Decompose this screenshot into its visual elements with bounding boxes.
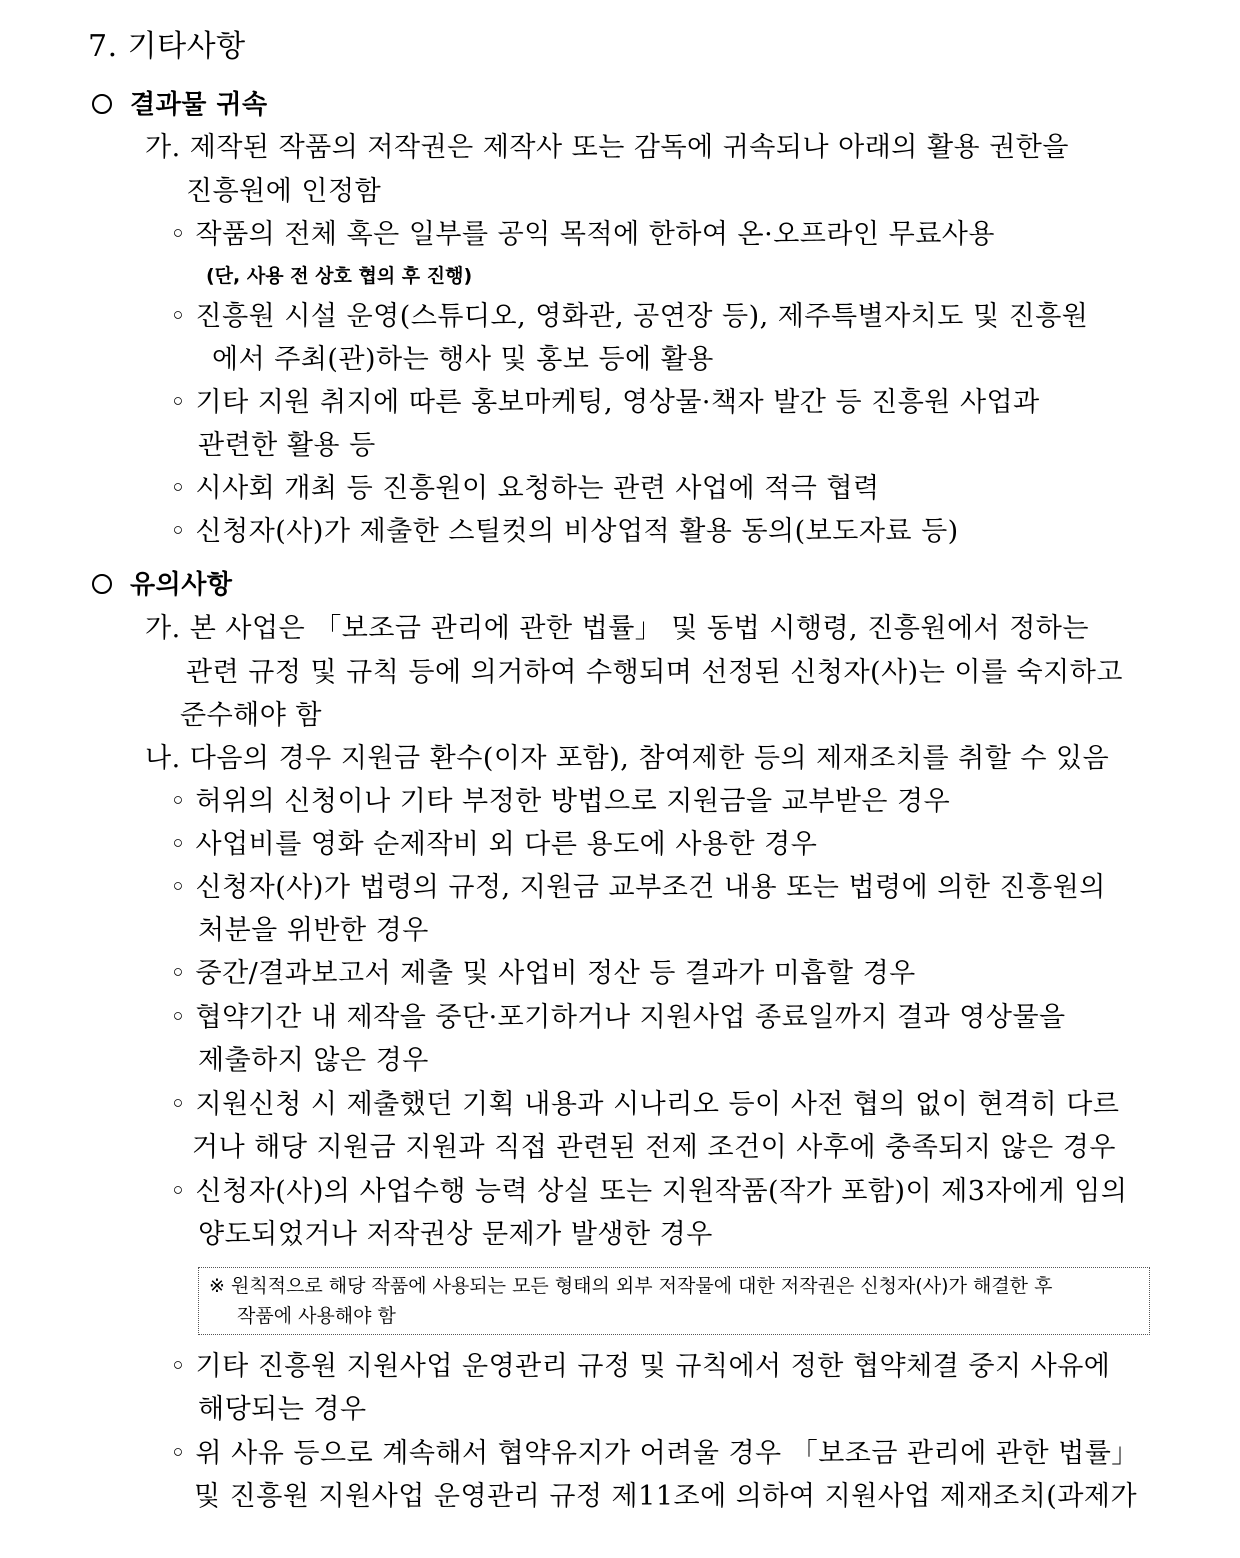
- bullet-5: ◦ 신청자(사)가 제출한 스틸컷의 비상업적 활용 동의(보도자료 등): [170, 516, 959, 547]
- bullet-4: ◦ 시사회 개최 등 진흥원이 요청하는 관련 사업에 적극 협력: [170, 473, 880, 504]
- sanction-6-line2: 거나 해당 지원금 지원과 직접 관련된 전제 조건이 사후에 충족되지 않은 경우: [192, 1132, 1116, 1163]
- item-ga-line1: 가. 제작된 작품의 저작권은 제작사 또는 감독에 귀속되나 아래의 활용 권한을: [145, 132, 1069, 163]
- bullet-1-line1: ◦ 작품의 전체 혹은 일부를 공익 목적에 한하여 온·오프라인 무료사용: [170, 219, 995, 250]
- bullet-2-line1: ◦ 진흥원 시설 운영(스튜디오, 영화관, 공연장 등), 제주특별자치도 및 진흥원: [170, 301, 1089, 332]
- sanction-4: ◦ 중간/결과보고서 제출 및 사업비 정산 등 결과가 미흡할 경우: [170, 958, 916, 989]
- circle-bullet-icon: [92, 574, 112, 594]
- copyright-note-box: [198, 1267, 1150, 1335]
- heading-text: 결과물 귀속: [130, 90, 268, 120]
- section-heading-ownership: [92, 88, 268, 122]
- sanction-7-line1: ◦ 신청자(사)의 사업수행 능력 상실 또는 지원작품(작가 포함)이 제3자에게 임의: [170, 1176, 1128, 1207]
- bullet-2-line2: 에서 주최(관)하는 행사 및 홍보 등에 활용: [212, 344, 714, 375]
- sanction-9-line2: 및 진흥원 지원사업 운영관리 규정 제11조에 의하여 지원사업 제재조치(과제가: [194, 1481, 1138, 1512]
- sanction-3-line2: 처분을 위반한 경우: [198, 915, 429, 946]
- bullet-3-line1: ◦ 기타 지원 취지에 따른 홍보마케팅, 영상물·책자 발간 등 진흥원 사업과: [170, 387, 1040, 418]
- section-heading-notes: [92, 568, 232, 602]
- sanction-5-line2: 제출하지 않은 경우: [198, 1045, 429, 1076]
- item-ga2-line1: 가. 본 사업은 「보조금 관리에 관한 법률」 및 동법 시행령, 진흥원에서 정하는: [145, 613, 1089, 644]
- item-ga-line2: 진흥원에 인정함: [186, 176, 382, 207]
- sanction-8-line2: 해당되는 경우: [198, 1394, 367, 1425]
- circle-bullet-icon: [92, 94, 112, 114]
- item-na: 나. 다음의 경우 지원금 환수(이자 포함), 참여제한 등의 제재조치를 취할 수 있음: [145, 743, 1110, 774]
- note-line2: 작품에 사용해야 함: [237, 1305, 396, 1327]
- sanction-9-line1: ◦ 위 사유 등으로 계속해서 협약유지가 어려울 경우 「보조금 관리에 관한 법률」: [170, 1438, 1139, 1469]
- sanction-3-line1: ◦ 신청자(사)가 법령의 규정, 지원금 교부조건 내용 또는 법령에 의한 진흥원의: [170, 872, 1106, 903]
- item-ga2-line2: 관련 규정 및 규칙 등에 의거하여 수행되며 선정된 신청자(사)는 이를 숙지하고: [186, 657, 1123, 688]
- sanction-5-line1: ◦ 협약기간 내 제작을 중단·포기하거나 지원사업 종료일까지 결과 영상물을: [170, 1002, 1066, 1033]
- bullet-1-line2: (단, 사용 전 상호 협의 후 진행): [206, 265, 473, 287]
- sanction-2: ◦ 사업비를 영화 순제작비 외 다른 용도에 사용한 경우: [170, 829, 818, 860]
- bullet-3-line2: 관련한 활용 등: [198, 430, 376, 461]
- heading-text: 유의사항: [130, 570, 233, 600]
- note-line1: ※ 원칙적으로 해당 작품에 사용되는 모든 형태의 외부 저작물에 대한 저작권은 신청자(사)가 해결한 후: [209, 1275, 1053, 1297]
- sanction-6-line1: ◦ 지원신청 시 제출했던 기획 내용과 시나리오 등이 사전 협의 없이 현격히 다르: [170, 1089, 1120, 1120]
- sanction-7-line2: 양도되었거나 저작권상 문제가 발생한 경우: [198, 1219, 713, 1250]
- section-title: 7. 기타사항: [88, 29, 246, 64]
- sanction-8-line1: ◦ 기타 진흥원 지원사업 운영관리 규정 및 규칙에서 정한 협약체결 중지 사유에: [170, 1351, 1111, 1382]
- item-ga2-line3: 준수해야 함: [180, 700, 322, 731]
- sanction-1: ◦ 허위의 신청이나 기타 부정한 방법으로 지원금을 교부받은 경우: [170, 786, 951, 817]
